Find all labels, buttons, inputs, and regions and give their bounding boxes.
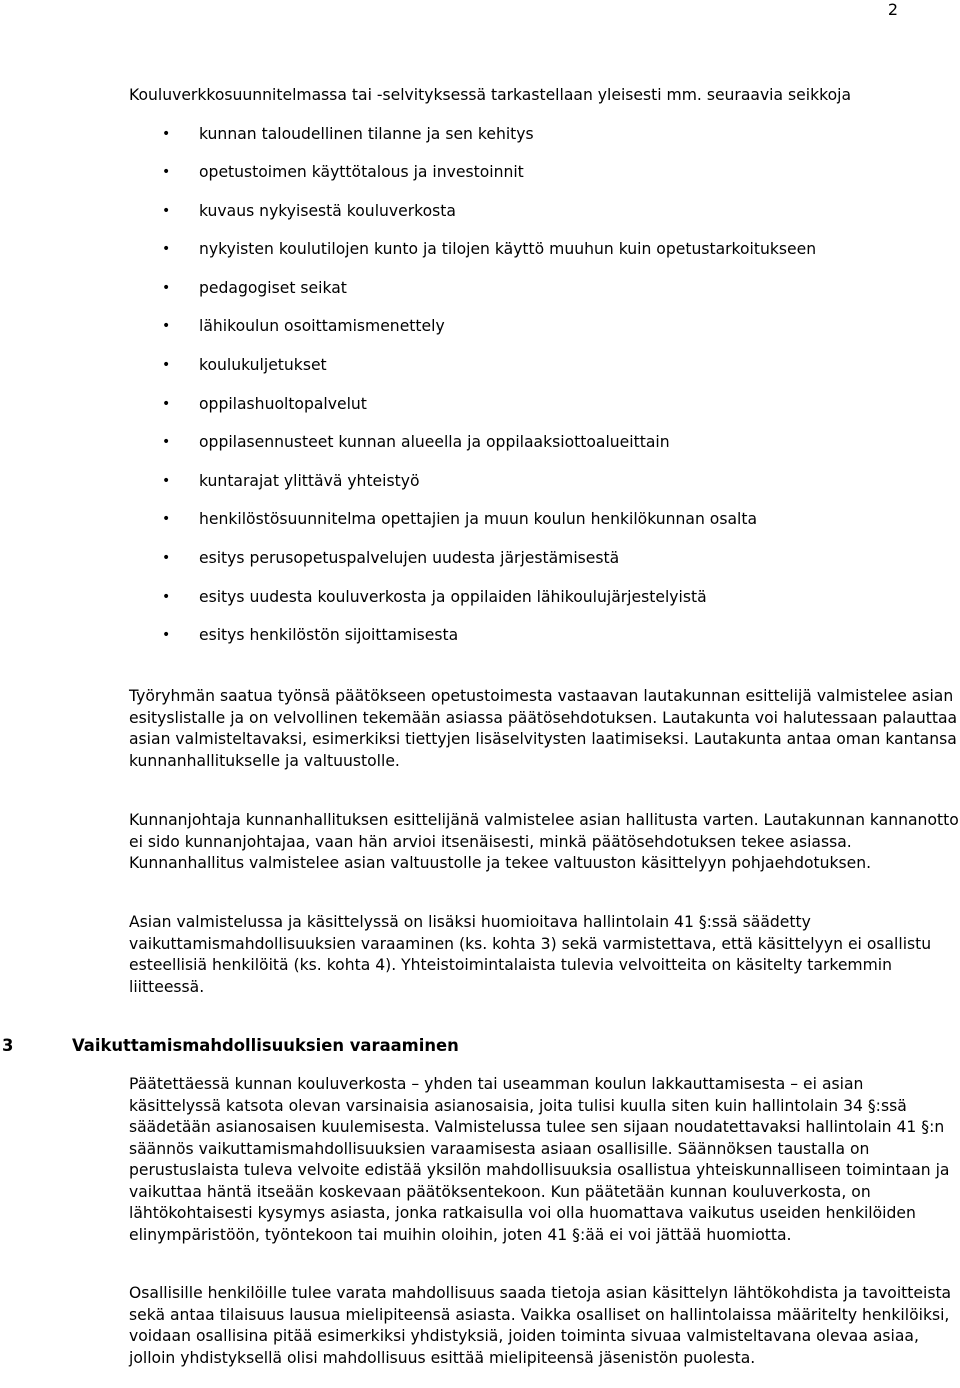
list-item: • kuvaus nykyisestä kouluverkosta — [129, 201, 949, 240]
list-item: • esitys uudesta kouluverkosta ja oppilaiden lähikoulujärjestelyistä — [129, 587, 949, 626]
document-body — [129, 85, 949, 664]
bullet-icon: • — [162, 550, 171, 567]
section-paragraph-2: Osallisille henkilöille tulee varata mahdollisuus saada tietoja asian käsittelyn lähtökohdista ja tavoitteista sekä antaa tilaisuus lausua mielipiteensä asiasta. Vaikka osalliset on hallintolaissa määritelty henkilöiksi, voidaan osallisina pitää esimerkiksi yhdistyksiä, joiden toiminta sivuaa valmisteltavana olevaa asiaa, jolloin yhdistyksellä olisi mahdollisuus esittää mielipiteensä jäsenistön puolesta. — [129, 1284, 952, 1367]
bullet-icon: • — [162, 472, 171, 489]
list-item: • lähikoulun osoittamismenettely — [129, 316, 949, 355]
section-paragraph-1: Päätettäessä kunnan kouluverkosta – yhden tai useamman koulun lakkauttamisesta – ei asian käsittelyssä katsota olevan varsinaisia asianosaisia, joita tulisi kuulla siten kuin hallintolain 34 §:ssä säädetään asianosaisen kuulemisesta. Valmistelussa tulee sen sijaan noudatettavaksi hallintolain 41 §:n säännös vaikuttamismahdollisuuksien varaamisesta asiaan osallisille. Säännöksen taustalla on perustuslaista tuleva velvoite edistää yksilön mahdollisuuksia osallistua yhteiskunnalliseen toimintaan ja vaikuttaa häntä itseään koskevaan päätöksentekoon. Kun päätetään kunnan kouluverkosta, on lähtökohtaisesti kysymys asiasta, jonka ratkaisulla voi olla huomattava vaikutus useiden henkilöiden elinympäristöön, työntekoon tai muihin oloihin, joten 41 §:ää ei voi jättää huomiotta. — [129, 1075, 950, 1244]
bullet-icon: • — [162, 318, 171, 335]
bullet-icon: • — [162, 511, 171, 528]
bullet-icon: • — [162, 357, 171, 374]
bullet-icon: • — [162, 627, 171, 644]
paragraph-1: Työryhmän saatua työnsä päätökseen opetustoimesta vastaavan lautakunnan esittelijä valmistelee asian esityslistalle ja on velvollinen tekemään asiassa päätösehdotuksen. Lautakunta voi halutessaan palauttaa asian valmisteltavaksi, esimerkiksi tiettyjen lisäselvitysten laatimiseksi. Lautakunta antaa oman kantansa kunnanhallitukselle ja valtuustolle. — [129, 687, 958, 770]
list-item: • esitys henkilöstön sijoittamisesta — [129, 625, 949, 664]
list-item: • oppilashuoltopalvelut — [129, 394, 949, 433]
paragraph-2: Kunnanjohtaja kunnanhallituksen esittelijänä valmistelee asian hallitusta varten. Lautakunnan kannanotto ei sido kunnanjohtajaa, vaan hän arvioi itsenäisesti, minkä päätösehdotuksen tekee asiassa. Kunnanhallitus valmistelee asian valtuustolle ja tekee valtuuston käsittelyyn pohjaehdotuksen. — [129, 811, 959, 872]
bullet-icon: • — [162, 588, 171, 605]
paragraph-3: Asian valmistelussa ja käsittelyssä on lisäksi huomioitava hallintolain 41 §:ssä säädetty vaikuttamismahdollisuuksien varaaminen (ks. kohta 3) sekä varmistettava, että käsittelyyn ei osallistu esteellisiä henkilöitä (ks. kohta 4). Yhteistoimintalaista tulevia velvoitteita on käsitelty tarkemmin liitteessä. — [129, 913, 932, 996]
section-heading — [0, 1035, 960, 1059]
bullet-icon: • — [162, 125, 171, 142]
list-item: • henkilöstösuunnitelma opettajien ja muun koulun henkilökunnan osalta — [129, 509, 949, 548]
bullet-list — [129, 124, 949, 664]
bullet-icon: • — [162, 202, 171, 219]
list-item: • kunnan taloudellinen tilanne ja sen kehitys — [129, 124, 949, 163]
section-title: Vaikuttamismahdollisuuksien varaaminen — [72, 1036, 459, 1055]
bullet-icon: • — [162, 279, 171, 296]
list-item: • kuntarajat ylittävä yhteistyö — [129, 471, 949, 510]
list-item: • opetustoimen käyttötalous ja investoinnit — [129, 162, 949, 201]
list-item: • oppilasennusteet kunnan alueella ja oppilaaksiottoalueittain — [129, 432, 949, 471]
intro-text: Kouluverkkosuunnitelmassa tai -selvityksessä tarkastellaan yleisesti mm. seuraavia seikkoja — [129, 86, 852, 104]
list-item: • koulukuljetukset — [129, 355, 949, 394]
bullet-icon: • — [162, 164, 171, 181]
section-number: 3 — [2, 1036, 14, 1055]
list-item: • nykyisten koulutilojen kunto ja tilojen käyttö muuhun kuin opetustarkoitukseen — [129, 239, 949, 278]
page-number: 2 — [887, 0, 898, 19]
bullet-icon: • — [162, 434, 171, 451]
bullet-icon: • — [162, 395, 171, 412]
list-item: • esitys perusopetuspalvelujen uudesta järjestämisestä — [129, 548, 949, 587]
bullet-icon: • — [162, 241, 171, 258]
list-item: • pedagogiset seikat — [129, 278, 949, 317]
